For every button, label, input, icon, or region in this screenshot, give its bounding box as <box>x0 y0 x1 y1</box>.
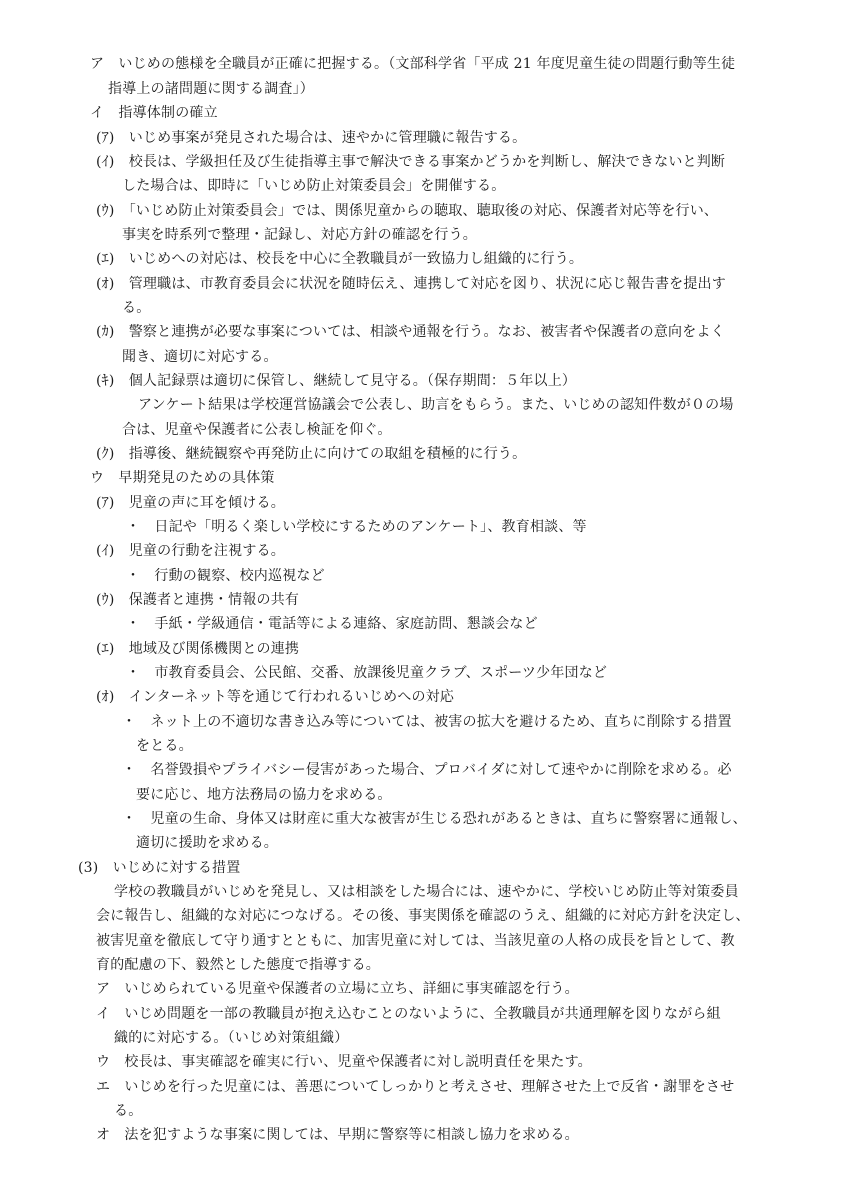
text-line: ・ ネット上の不適切な書き込み等については、被害の拡大を避けるため、直ちに削除する措置 <box>122 714 732 730</box>
text-line: ウ 早期発見のための具体策 <box>90 470 275 486</box>
text-line: した場合は、即時に「いじめ防止対策委員会」を開催する。 <box>122 178 506 194</box>
text-line: をとる。 <box>136 738 193 754</box>
text-line: (ｷ) 個人記録票は適切に保管し、継続して見守る。（保存期間：５年以上） <box>96 373 577 389</box>
text-line: ・ 行動の観察、校内巡視など <box>126 568 325 584</box>
text-line: ・ 市教育委員会、公民館、交番、放課後児童クラブ、スポーツ少年団など <box>126 665 608 681</box>
text-line: ウ 校長は、事実確認を確実に行い、児童や保護者に対し説明責任を果たす。 <box>96 1054 592 1070</box>
text-line: (ｵ) インターネット等を通じて行われるいじめへの対応 <box>96 689 455 705</box>
text-line: アンケート結果は学校運営協議会で公表し、助言をもらう。また、いじめの認知件数が０の場 <box>138 397 734 413</box>
section-heading: (3) いじめに対する措置 <box>78 860 241 876</box>
text-line: (ｲ) 児童の行動を注視する。 <box>96 543 285 559</box>
text-line: 合は、児童や保護者に公表し検証を仰ぐ。 <box>122 422 392 438</box>
text-line: (ｳ) 保護者と連携・情報の共有 <box>96 592 300 608</box>
text-line: 指導上の諸問題に関する調査」） <box>108 81 314 97</box>
text-line: 事実を時系列で整理・記録し、対応方針の確認を行う。 <box>122 227 477 243</box>
text-line: ・ 手紙・学級通信・電話等による連絡、家庭訪問、懇談会など <box>126 616 538 632</box>
text-line: イ 指導体制の確立 <box>90 105 218 121</box>
text-line: (ｱ) いじめ事案が発見された場合は、速やかに管理職に報告する。 <box>96 130 527 146</box>
text-line: (ｲ) 校長は、学級担任及び生徒指導主事で解決できる事案かどうかを判断し、解決できないと判断 <box>96 154 726 170</box>
text-line: 適切に援助を求める。 <box>136 835 278 851</box>
text-line: オ 法を犯すような事案に関しては、早期に警察等に相談し協力を求める。 <box>96 1127 579 1143</box>
text-line: る。 <box>114 1103 143 1119</box>
text-line: イ いじめ問題を一部の教職員が抱え込むことのないように、全教職員が共通理解を図りながら組 <box>96 1006 721 1022</box>
text-line: ・ 児童の生命、身体又は財産に重大な被害が生じる恐れがあるときは、直ちに警察署に通報し、 <box>122 811 747 827</box>
text-line: ア いじめられている児童や保護者の立場に立ち、詳細に事実確認を行う。 <box>96 981 579 997</box>
text-line: (ｵ) 管理職は、市教育委員会に状況を随時伝え、連携して対応を図り、状況に応じ報告書を提出す <box>96 276 726 292</box>
text-line: ア いじめの態様を全職員が正確に把握する。（文部科学省「平成 21 年度児童生徒の問題行動等生徒 <box>90 56 736 72</box>
text-line: (ｴ) 地域及び関係機関との連携 <box>96 641 300 657</box>
text-line: る。 <box>122 300 151 316</box>
text-line: 織的に対応する。（いじめ対策組織） <box>114 1030 349 1046</box>
text-line: 被害児童を徹底して守り通すとともに、加害児童に対しては、当該児童の人格の成長を旨として、教 <box>96 933 735 949</box>
text-line: エ いじめを行った児童には、善悪についてしっかりと考えさせ、理解させた上で反省・謝罪をさせ <box>96 1079 735 1095</box>
text-line: 聞き、適切に対応する。 <box>122 349 278 365</box>
text-line: (ｶ) 警察と連携が必要な事案については、相談や通報を行う。なお、被害者や保護者の意向をよく <box>96 324 725 340</box>
text-line: 育的配慮の下、毅然とした態度で指導する。 <box>96 957 380 973</box>
text-line: ・ 日記や「明るく楽しい学校にするためのアンケート」、教育相談、等 <box>126 519 587 535</box>
text-line: 学校の教職員がいじめを発見し、又は相談をした場合には、速やかに、学校いじめ防止等対策委員 <box>114 884 739 900</box>
text-line: 会に報告し、組織的な対応につなげる。その後、事実関係を確認のうえ、組織的に対応方針を決定し、 <box>96 908 750 924</box>
text-line: 要に応じ、地方法務局の協力を求める。 <box>136 787 392 803</box>
text-line: (ｸ) 指導後、継続観察や再発防止に向けての取組を積極的に行う。 <box>96 446 527 462</box>
text-line: (ｳ) 「いじめ防止対策委員会」では、関係児童からの聴取、聴取後の対応、保護者対応等を行い、 <box>96 203 719 219</box>
text-line: (ｱ) 児童の声に耳を傾ける。 <box>96 495 285 511</box>
text-line: (ｴ) いじめへの対応は、校長を中心に全教職員が一致協力し組織的に行う。 <box>96 251 584 267</box>
text-line: ・ 名誉毀損やプライバシー侵害があった場合、プロバイダに対して速やかに削除を求める。必 <box>122 762 732 778</box>
